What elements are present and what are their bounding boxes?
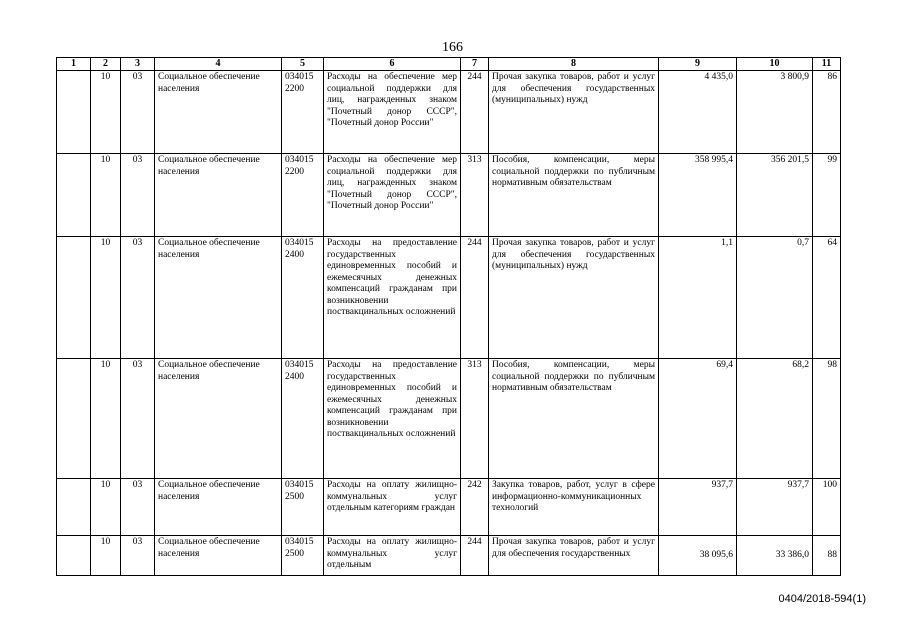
section-code-cell: 10	[91, 536, 121, 576]
row-number-cell	[57, 237, 91, 359]
header-col-6: 6	[324, 58, 461, 71]
executed-amount-cell: 33 386,0	[737, 536, 813, 576]
subsection-code-cell: 03	[121, 237, 155, 359]
header-col-10: 10	[737, 58, 813, 71]
header-col-7: 7	[461, 58, 489, 71]
table-row	[57, 479, 841, 536]
row-number-cell	[57, 71, 91, 154]
section-code-cell: 10	[91, 71, 121, 154]
section-code-cell: 10	[91, 479, 121, 536]
expense-description-cell: Расходы на оплату жилищно-коммунальных услуг отдельным	[324, 536, 461, 576]
row-number-cell	[57, 154, 91, 237]
execution-percent-cell: 100	[813, 479, 841, 536]
subsection-name-cell: Социальное обеспечение населения	[155, 359, 282, 479]
header-col-2: 2	[91, 58, 121, 71]
section-code-cell: 10	[91, 359, 121, 479]
expense-type-code-cell: 244	[461, 71, 489, 154]
planned-amount-cell: 1,1	[659, 237, 737, 359]
expense-description-cell: Расходы на предоставление государственных единовременных пособий и ежемесячных денежных компенсаций гражданам при возникновении поствакцинальных осложнений	[324, 359, 461, 479]
expense-description-cell: Расходы на обеспечение мер социальной поддержки для лиц, награжденных знаком "Почетный донор СССР", "Почетный донор России"	[324, 154, 461, 237]
expense-type-code-cell: 313	[461, 154, 489, 237]
target-article-cell: 034015 2200	[282, 154, 324, 237]
expense-type-code-cell: 244	[461, 237, 489, 359]
subsection-name-cell: Социальное обеспечение населения	[155, 237, 282, 359]
row-number-cell	[57, 479, 91, 536]
target-article-cell: 034015 2400	[282, 359, 324, 479]
executed-amount-cell: 68,2	[737, 359, 813, 479]
subsection-code-cell: 03	[121, 154, 155, 237]
subsection-code-cell: 03	[121, 71, 155, 154]
planned-amount-cell: 358 995,4	[659, 154, 737, 237]
row-number-cell	[57, 359, 91, 479]
executed-amount-cell: 937,7	[737, 479, 813, 536]
expense-type-name-cell: Прочая закупка товаров, работ и услуг для обеспечения государственных (муниципальных) нужд	[489, 237, 659, 359]
execution-percent-cell: 86	[813, 71, 841, 154]
planned-amount-cell: 937,7	[659, 479, 737, 536]
execution-percent-cell: 98	[813, 359, 841, 479]
table-row	[57, 536, 841, 576]
table-row	[57, 359, 841, 479]
execution-percent-cell: 99	[813, 154, 841, 237]
header-col-3: 3	[121, 58, 155, 71]
expense-description-cell: Расходы на оплату жилищно-коммунальных услуг отдельным категориям граждан	[324, 479, 461, 536]
header-row	[57, 58, 841, 71]
subsection-code-cell: 03	[121, 536, 155, 576]
subsection-name-cell: Социальное обеспечение населения	[155, 71, 282, 154]
subsection-code-cell: 03	[121, 359, 155, 479]
expense-description-cell: Расходы на обеспечение мер социальной поддержки для лиц, награжденных знаком "Почетный донор СССР", "Почетный донор России"	[324, 71, 461, 154]
subsection-name-cell: Социальное обеспечение населения	[155, 536, 282, 576]
execution-percent-cell: 64	[813, 237, 841, 359]
document-code: 0404/2018-594(1)	[778, 593, 866, 605]
expense-type-name-cell: Закупка товаров, работ, услуг в сфере информационно-коммуникационных технологий	[489, 479, 659, 536]
target-article-cell: 034015 2200	[282, 71, 324, 154]
table-row	[57, 237, 841, 359]
expense-type-code-cell: 242	[461, 479, 489, 536]
row-number-cell	[57, 536, 91, 576]
subsection-name-cell: Социальное обеспечение населения	[155, 479, 282, 536]
planned-amount-cell: 69,4	[659, 359, 737, 479]
planned-amount-cell: 38 095,6	[659, 536, 737, 576]
header-col-8: 8	[489, 58, 659, 71]
executed-amount-cell: 356 201,5	[737, 154, 813, 237]
target-article-cell: 034015 2500	[282, 479, 324, 536]
expense-type-name-cell: Пособия, компенсации, меры социальной поддержки по публичным нормативным обязательствам	[489, 154, 659, 237]
header-col-1: 1	[57, 58, 91, 71]
expense-type-code-cell: 313	[461, 359, 489, 479]
section-code-cell: 10	[91, 237, 121, 359]
header-col-4: 4	[155, 58, 282, 71]
target-article-cell: 034015 2500	[282, 536, 324, 576]
expense-type-code-cell: 244	[461, 536, 489, 576]
planned-amount-cell: 4 435,0	[659, 71, 737, 154]
expense-description-cell: Расходы на предоставление государственных единовременных пособий и ежемесячных денежных компенсаций гражданам при возникновении поствакцинальных осложнений	[324, 237, 461, 359]
table-row	[57, 71, 841, 154]
subsection-code-cell: 03	[121, 479, 155, 536]
target-article-cell: 034015 2400	[282, 237, 324, 359]
header-col-9: 9	[659, 58, 737, 71]
table-row	[57, 154, 841, 237]
page-number: 166	[442, 40, 463, 55]
budget-table	[56, 57, 841, 576]
expense-type-name-cell: Пособия, компенсации, меры социальной поддержки по публичным нормативным обязательствам	[489, 359, 659, 479]
section-code-cell: 10	[91, 154, 121, 237]
expense-type-name-cell: Прочая закупка товаров, работ и услуг для обеспечения государственных	[489, 536, 659, 576]
subsection-name-cell: Социальное обеспечение населения	[155, 154, 282, 237]
executed-amount-cell: 3 800,9	[737, 71, 813, 154]
expense-type-name-cell: Прочая закупка товаров, работ и услуг для обеспечения государственных (муниципальных) нужд	[489, 71, 659, 154]
executed-amount-cell: 0,7	[737, 237, 813, 359]
header-col-5: 5	[282, 58, 324, 71]
execution-percent-cell: 88	[813, 536, 841, 576]
header-col-11: 11	[813, 58, 841, 71]
